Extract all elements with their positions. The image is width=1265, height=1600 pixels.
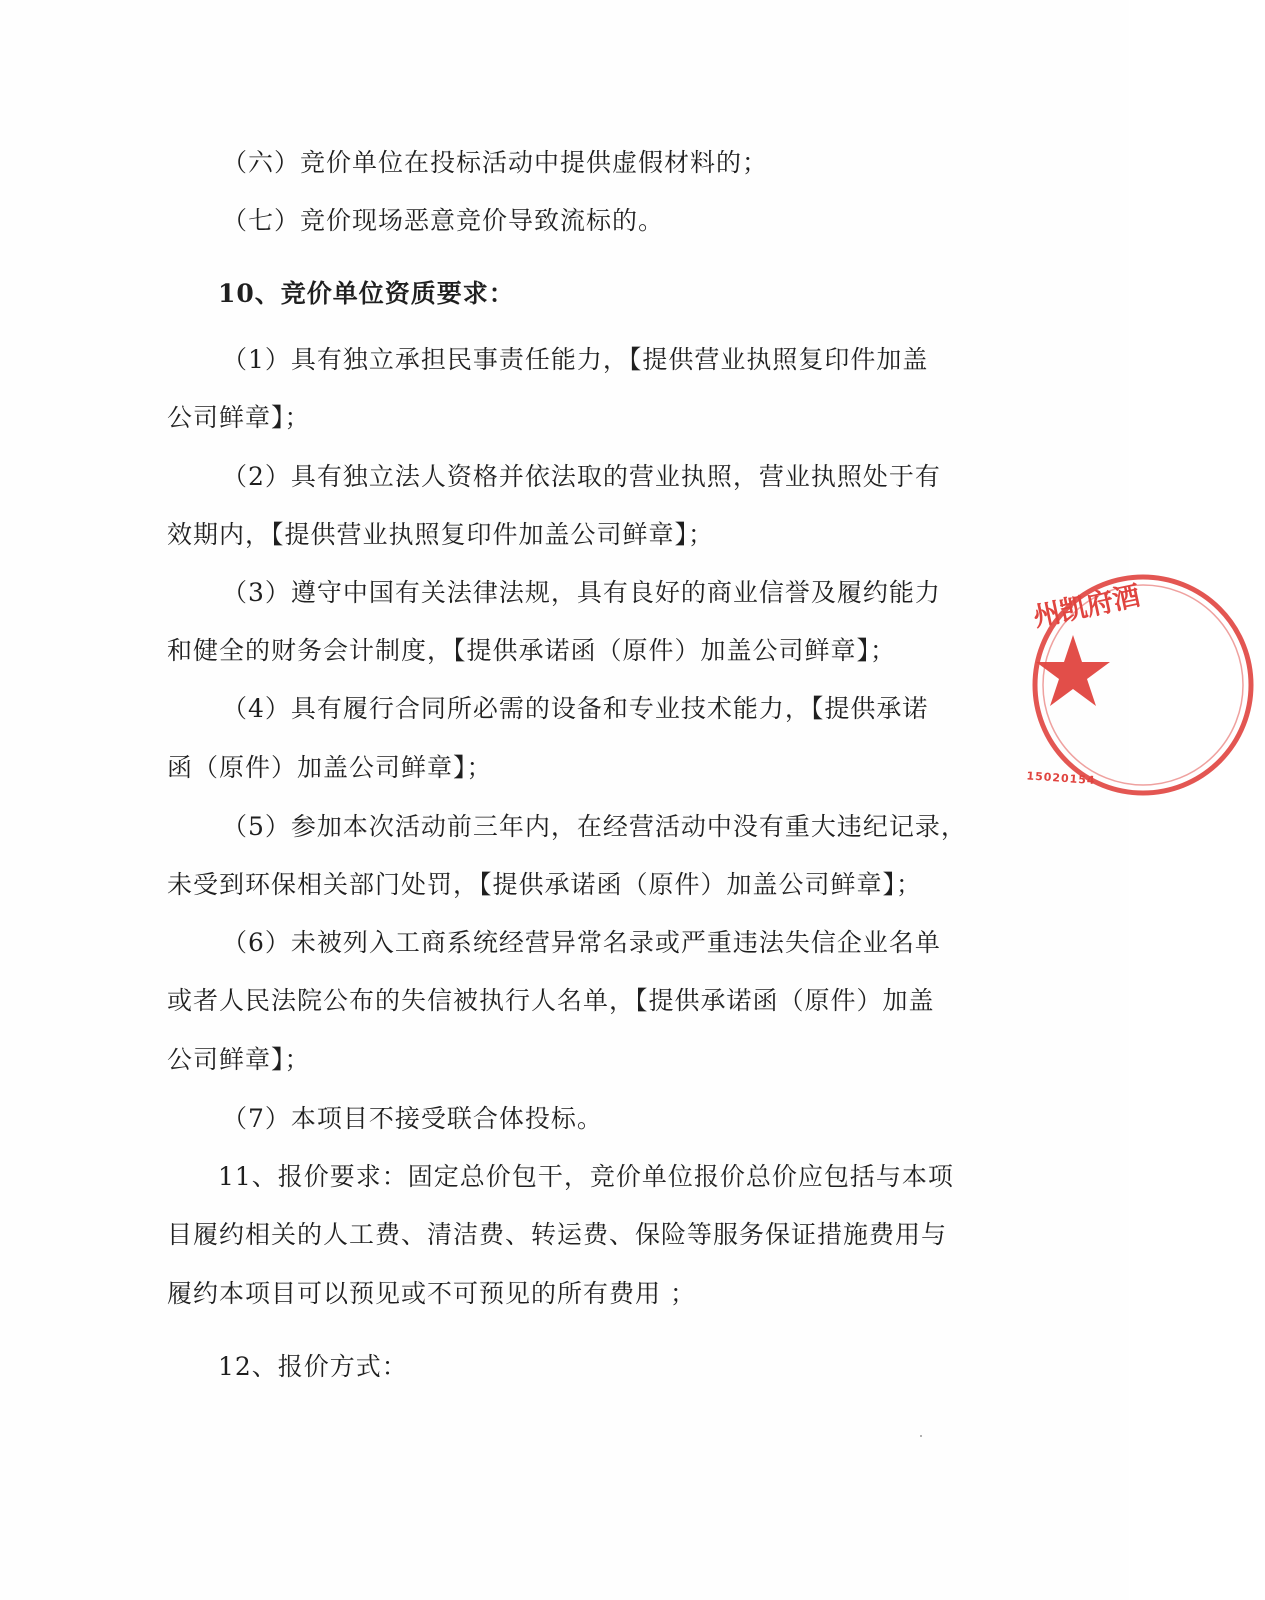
requirement-5-line-1: （5）参加本次活动前三年内，在经营活动中没有重大违纪记录， <box>222 812 967 841</box>
requirement-6-line-1: （6）未被列入工商系统经营异常名录或严重违法失信企业名单 <box>222 928 941 957</box>
requirement-3-line-2: 和健全的财务会计制度，【提供承诺函（原件）加盖公司鲜章】； <box>167 636 897 665</box>
requirement-1-line-1: （1）具有独立承担民事责任能力，【提供营业执照复印件加盖 <box>222 345 929 374</box>
seal-top-text: 州凯府酒 <box>1030 580 1143 634</box>
requirement-6-line-3: 公司鲜章】； <box>167 1045 311 1074</box>
clause-7: （七）竞价现场恶意竞价导致流标的。 <box>222 206 665 235</box>
company-seal-stamp <box>1025 570 1143 800</box>
requirement-4-line-1: （4）具有履行合同所必需的设备和专业技术能力，【提供承诺 <box>222 694 929 723</box>
seal-icon <box>1025 570 1265 810</box>
section-11-line-3: 履约本项目可以预见或不可预见的所有费用 ； <box>167 1279 696 1308</box>
requirement-5-line-2: 未受到环保相关部门处罚，【提供承诺函（原件）加盖公司鲜章】； <box>167 870 923 899</box>
requirement-3-line-1: （3）遵守中国有关法律法规，具有良好的商业信誉及履约能力 <box>222 578 941 607</box>
seal-bottom-number: 15020154 <box>1026 769 1097 788</box>
section-10-heading: 10、竞价单位资质要求： <box>218 279 515 308</box>
requirement-6-line-2: 或者人民法院公布的失信被执行人名单，【提供承诺函（原件）加盖 <box>167 986 935 1015</box>
requirement-1-line-2: 公司鲜章】； <box>167 403 311 432</box>
clause-6: （六）竞价单位在投标活动中提供虚假材料的； <box>222 148 769 177</box>
section-11-line-2: 目履约相关的人工费、清洁费、转运费、保险等服务保证措施费用与 <box>167 1220 948 1249</box>
section-12-heading: 12、报价方式： <box>218 1352 408 1381</box>
requirement-2-line-1: （2）具有独立法人资格并依法取的营业执照，营业执照处于有 <box>222 462 941 491</box>
requirement-7: （7）本项目不接受联合体投标。 <box>222 1104 603 1133</box>
requirement-2-line-2: 效期内，【提供营业执照复印件加盖公司鲜章】； <box>167 520 715 549</box>
section-11-line-1: 11、报价要求：固定总价包干，竞价单位报价总价应包括与本项 <box>218 1162 954 1191</box>
requirement-4-line-2: 函（原件）加盖公司鲜章】； <box>167 753 493 782</box>
scan-artifact-dot <box>920 1435 922 1437</box>
